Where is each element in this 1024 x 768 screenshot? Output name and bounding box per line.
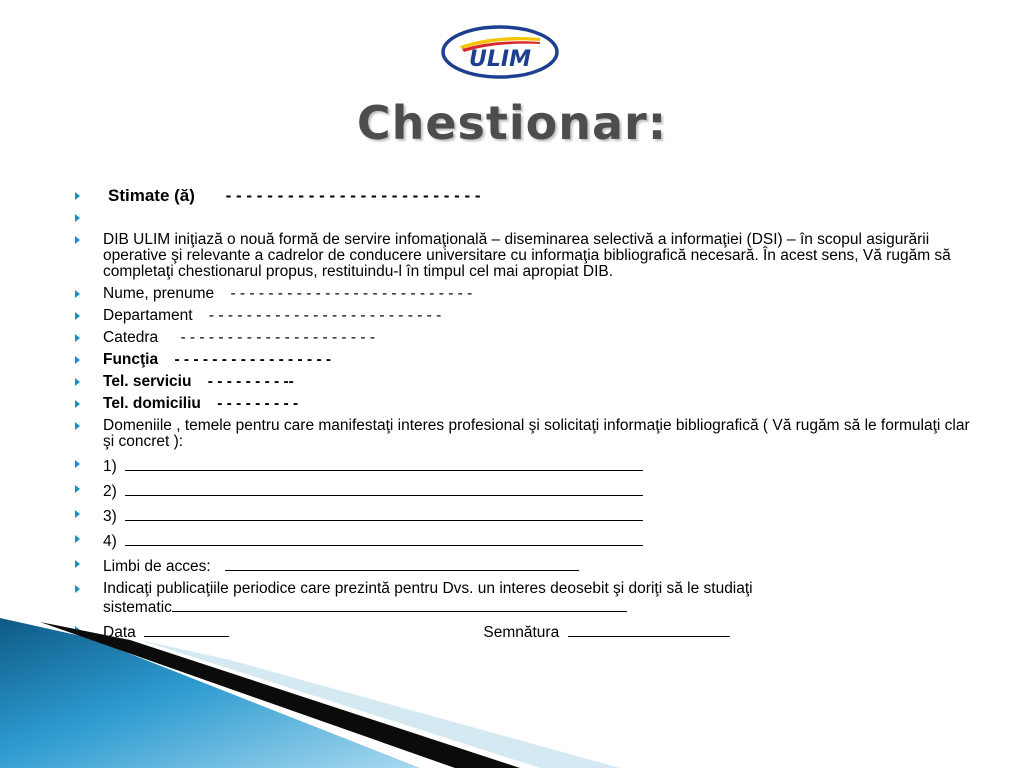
line-4-field[interactable] [125,531,643,546]
list-item-line-2 [72,481,972,500]
list-item-name [72,286,972,302]
list-item-empty [72,210,972,226]
list-item-function [72,352,972,368]
questionnaire [72,186,972,669]
greeting-dashes[interactable]: - - - - - - - - - - - - - - - - - - - - - - - - - [225,186,481,205]
line-1-label: 1) [103,458,117,475]
list-item-languages [72,556,972,575]
list-item-domains [72,418,972,450]
name-field[interactable]: - - - - - - - - - - - - - - - - - - - - - - - - - - [230,285,473,302]
bullet-icon [75,485,80,493]
languages-field[interactable] [225,556,579,571]
bullet-icon [75,560,80,568]
chair-field[interactable]: - - - - - - - - - - - - - - - - - - - - - [180,329,375,346]
name-label: Nume, prenume [103,285,215,302]
work-phone-label: Tel. serviciu [103,373,192,390]
bullet-icon [75,312,80,320]
home-phone-label: Tel. domiciliu [103,395,201,412]
list-item-work-phone [72,374,972,390]
bullet-icon [75,585,80,593]
line-4-label: 4) [103,533,117,550]
list-item-department [72,308,972,324]
ulim-logo [440,24,560,80]
list-item-home-phone [72,396,972,412]
bullet-icon [75,422,80,430]
periodicals-field[interactable] [172,597,627,612]
decorative-swoosh [0,618,1024,768]
bullet-icon [75,378,80,386]
function-label: Funcţia [103,351,159,368]
languages-label: Limbi de acces: [103,558,211,575]
bullet-icon [75,535,80,543]
periodicals-text: Indicaţi publicaţiile periodice care prezintă pentru Dvs. un interes deosebit şi doriţi să le studiaţi [103,580,753,597]
bullet-icon [75,214,80,222]
line-1-field[interactable] [125,456,643,471]
work-phone-field[interactable]: - - - - - - - - -- [207,373,294,390]
intro-text: DIB ULIM iniţiază o nouă formă de servire infomaţională – diseminarea selectivă a informaţiei (DSI) – în scopul asigurării operative şi relevante a cadrelor de conducere universitare cu informaţia bibliografică necesară. În acest sens, Vă rugăm să completaţi chestionarul propus, restituindu-l în timpul cel mai apropiat DIB. [103,231,951,280]
list-item-line-4 [72,531,972,550]
line-2-field[interactable] [125,481,643,496]
bullet-icon [75,290,80,298]
signature-label: Semnătura [483,624,560,641]
line-3-field[interactable] [125,506,643,521]
page-title: Chestionar: [356,96,668,150]
bullet-icon [75,460,80,468]
bullet-icon [75,236,80,244]
bullet-icon [75,510,80,518]
periodicals-tail: sistematic [103,599,172,616]
logo-text: ULIM [469,47,531,72]
bullet-icon [75,192,80,200]
list-item-line-3 [72,506,972,525]
date-label: Data [103,624,136,641]
list-item-intro [72,232,972,280]
list-item-periodicals [72,581,972,616]
line-3-label: 3) [103,508,117,525]
list-item-line-1 [72,456,972,475]
function-field[interactable]: - - - - - - - - - - - - - - - - - [174,351,332,368]
department-field[interactable]: - - - - - - - - - - - - - - - - - - - - - - - - - [208,307,442,324]
chair-label: Catedra [103,329,159,346]
list-item-chair [72,330,972,346]
greeting-label: Stimate (ă) [108,186,195,205]
domains-text: Domeniile , temele pentru care manifestaţi interes profesional şi solicitaţi informaţie bibliografică ( Vă rugăm să le formulaţi clar şi concret ): [103,417,970,450]
home-phone-field[interactable]: - - - - - - - - - [217,395,299,412]
list-item-greeting [72,186,972,206]
bullet-icon [75,334,80,342]
bullet-icon [75,400,80,408]
line-2-label: 2) [103,483,117,500]
bullet-icon [75,356,80,364]
department-label: Departament [103,307,193,324]
